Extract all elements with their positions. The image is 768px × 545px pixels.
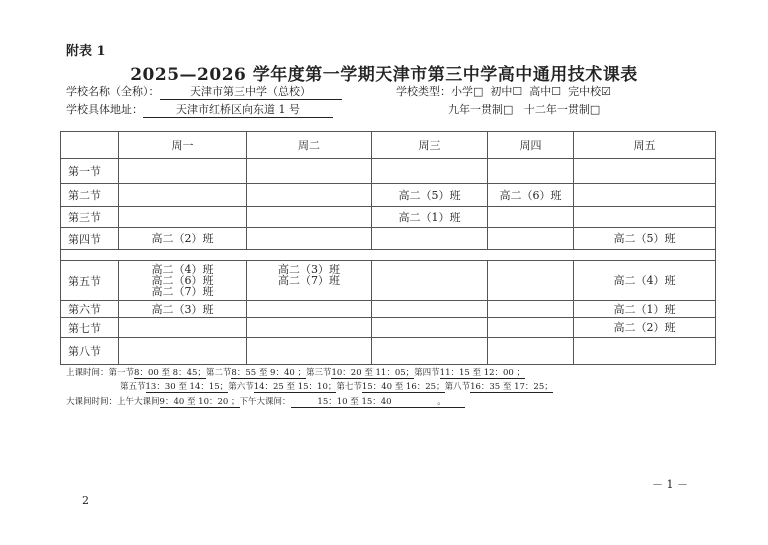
period-label: 第四节 (61, 228, 119, 250)
period-label: 第一节 (61, 159, 119, 184)
period-label: 第二节 (61, 184, 119, 207)
schedule-cell (119, 207, 247, 228)
schedule-cell (574, 159, 716, 184)
day-header: 周五 (574, 132, 716, 159)
address-row (66, 101, 333, 118)
attachment-label: 附表 1 (66, 44, 106, 59)
period-8-label: 第八节 (444, 382, 471, 392)
schedule-cell (119, 318, 247, 338)
period-6-time: 14：25 至 15：10； (253, 382, 337, 392)
class-entry: 高二（7）班 (151, 285, 214, 298)
corner-cell (61, 132, 119, 159)
schedule-cell (488, 318, 574, 338)
schedule-cell: 高二（4）班 (574, 261, 716, 301)
school-type-row (396, 83, 611, 99)
schedule-cell (119, 159, 247, 184)
schedule-cell: 高二（6）班 (488, 184, 574, 207)
schedule-cell (372, 338, 488, 365)
schedule-cell: 高二（5）班 (372, 184, 488, 207)
am-break-label: 上午大课间 (117, 397, 160, 407)
break-time-end: 。 (419, 395, 465, 408)
class-entry: 高二（3）班 (278, 263, 340, 276)
schedule-cell (247, 228, 372, 250)
schedule-cell (247, 318, 372, 338)
pm-break-time: 15：10 至 15：40 (291, 395, 419, 408)
period-2-time: 8：55 至 9：40 ； (231, 368, 306, 378)
schedule-cell (247, 261, 372, 301)
school-name-label: 学校名称（全称）： (66, 85, 160, 98)
day-header: 周四 (488, 132, 574, 159)
school-type-label: 学校类型： (396, 85, 451, 98)
lunch-divider (61, 250, 716, 261)
class-entry: 高二（4）班 (151, 263, 214, 276)
schedule-cell (372, 301, 488, 318)
system-row (448, 101, 600, 117)
schedule-cell (488, 228, 574, 250)
period-1-time: 8：00 至 8：45； (134, 368, 206, 378)
break-time-line (66, 395, 465, 408)
period-5-label: 第五节 (120, 382, 146, 392)
class-time-line-2 (120, 380, 553, 393)
school-type-primary: 小学□ (451, 85, 484, 98)
class-time-label: 上课时间： (66, 368, 109, 378)
schedule-cell: 高二（3）班 (119, 301, 247, 318)
period-1-label: 第一节 (108, 368, 135, 378)
schedule-cell (247, 301, 372, 318)
schedule-cell (119, 261, 247, 301)
period-2-label: 第二节 (205, 368, 232, 378)
period-5-time: 13：30 至 14：15； (145, 382, 229, 392)
period-7-time: 15：40 至 16：25； (361, 382, 445, 392)
period-label: 第六节 (61, 301, 119, 318)
schedule-cell (247, 159, 372, 184)
schedule-cell (119, 338, 247, 365)
period-8-time: 16：35 至 17：25； (470, 382, 553, 392)
school-type-complete: 完中校☑ (568, 85, 612, 98)
schedule-cell (372, 159, 488, 184)
header-row (61, 132, 716, 159)
schedule-cell (574, 338, 716, 365)
table-row (61, 159, 716, 184)
schedule-cell (488, 159, 574, 184)
address-value: 天津市红桥区向东道 1 号 (143, 101, 333, 118)
schedule-cell (247, 207, 372, 228)
period-3-time: 10：20 至 11：05； (331, 368, 415, 378)
schedule-cell (372, 228, 488, 250)
school-type-senior: 高中☐ (529, 85, 562, 98)
lunch-divider-row (61, 250, 716, 261)
schedule-cell (488, 338, 574, 365)
address-label: 学校具体地址： (66, 103, 143, 116)
class-entry: 高二（6）班 (151, 274, 214, 287)
page-title: 2025—2026 学年度第一学期天津市第三中学高中通用技术课表 (130, 65, 638, 85)
day-header: 周三 (372, 132, 488, 159)
period-label: 第八节 (61, 338, 119, 365)
school-type-junior: 初中☐ (490, 85, 523, 98)
period-4-time: 11：15 至 12：00 ； (439, 368, 526, 378)
schedule-cell: 高二（5）班 (574, 228, 716, 250)
period-6-label: 第六节 (228, 382, 254, 392)
period-7-label: 第七节 (336, 382, 362, 392)
twelve-year-option: 十二年一贯制□ (523, 103, 601, 116)
table-row (61, 207, 716, 228)
page-marker: － 1 － (652, 478, 688, 491)
am-break-time: 9：40 至 10：20 ； (159, 397, 240, 407)
nine-year-option: 九年一贯制□ (448, 103, 514, 116)
table-row (61, 228, 716, 250)
schedule-cell (119, 184, 247, 207)
schedule-cell (247, 338, 372, 365)
schedule-cell: 高二（1）班 (372, 207, 488, 228)
period-3-label: 第三节 (305, 368, 332, 378)
period-label: 第七节 (61, 318, 119, 338)
schedule-cell: 高二（1）班 (574, 301, 716, 318)
schedule-cell (488, 261, 574, 301)
table-row (61, 184, 716, 207)
schedule-cell (574, 207, 716, 228)
pm-break-label: 下午大课间： (239, 397, 291, 407)
school-name-row (66, 83, 342, 100)
break-time-label: 大课间时间： (66, 397, 118, 407)
schedule-cell (372, 318, 488, 338)
schedule-cell (247, 184, 372, 207)
school-name-value: 天津市第三中学（总校） (160, 83, 342, 100)
table-row (61, 338, 716, 365)
class-entry: 高二（7）班 (278, 274, 340, 287)
period-4-label: 第四节 (414, 368, 440, 378)
schedule-cell (372, 261, 488, 301)
schedule-cell (488, 207, 574, 228)
period-label: 第三节 (61, 207, 119, 228)
schedule-cell (574, 184, 716, 207)
table-row (61, 261, 716, 301)
schedule-cell (488, 301, 574, 318)
schedule-cell: 高二（2）班 (119, 228, 247, 250)
class-time-line-1 (66, 366, 525, 379)
day-header: 周二 (247, 132, 372, 159)
schedule-table (60, 131, 716, 365)
table-row (61, 318, 716, 338)
schedule-cell: 高二（2）班 (574, 318, 716, 338)
period-label: 第五节 (61, 261, 119, 301)
table-row (61, 301, 716, 318)
day-header: 周一 (119, 132, 247, 159)
page-number: 2 (82, 494, 89, 507)
